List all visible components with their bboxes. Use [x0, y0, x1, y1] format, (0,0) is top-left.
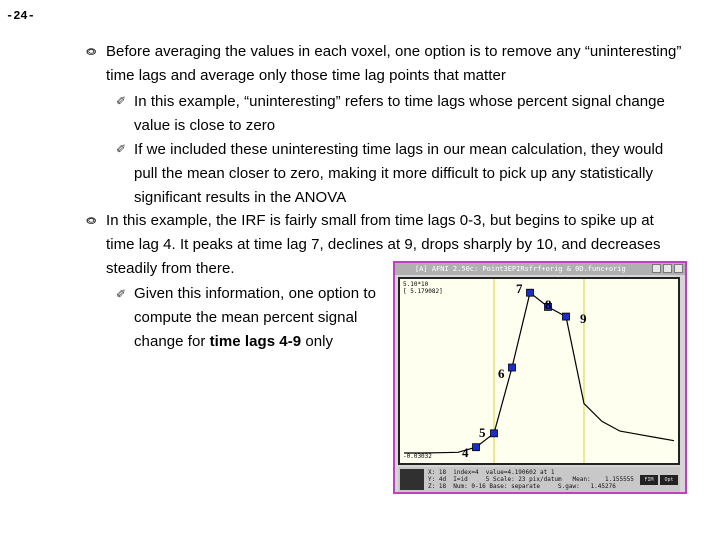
- data-point-lag-9: [563, 313, 570, 320]
- bullet-2-sub-1: [134, 282, 386, 354]
- bullet-1-sub-1: In this example, “uninteresting” refers to time lags whose percent signal change value is close to zero: [134, 93, 665, 134]
- y-max-readout: 5.10*10 [ 5.179082]: [403, 281, 443, 295]
- sub-bullet-icon: ✐: [116, 142, 127, 156]
- close-button[interactable]: [674, 264, 683, 273]
- sub-bullet-icon: ✐: [116, 94, 127, 108]
- sub-text-post: only: [301, 333, 334, 350]
- status-buttons: [640, 475, 678, 485]
- status-bar: [398, 467, 680, 492]
- lag-label-4: 4: [462, 445, 469, 461]
- afni-graph-window[interactable]: [393, 261, 687, 494]
- bullet-1-text: Before averaging the values in each voxel, one option is to remove any “uninteresting” time lags and average only those time lag points that matter: [106, 43, 682, 84]
- data-point-lag-4: [473, 444, 480, 451]
- lag-label-8: 8: [545, 296, 552, 312]
- sub-bullet-icon: ✐: [116, 287, 127, 301]
- y-min-readout: -0.03032: [403, 453, 432, 460]
- lag-label-5: 5: [479, 425, 486, 441]
- maximize-button[interactable]: [663, 264, 672, 273]
- window-controls: [652, 264, 683, 273]
- bullet-2-text: In this example, the IRF is fairly small from time lags 0-3, but begins to spike up at time lag 4. It peaks at time lag 7, declines at 9, drops sharply by 10, and decreases steadily from there.: [106, 212, 661, 277]
- page-number: -24-: [6, 9, 35, 23]
- minimize-button[interactable]: [652, 264, 661, 273]
- status-text: X: 18 index=4 value=4.190602 at 1 Y: 4d I=id 5 Scale: 23 pix/datum Mean: 1.155555 Z: 18 Num: 0-16 Base: separate S.gaw: 1.45276: [428, 469, 634, 490]
- time-series-chart: [400, 279, 678, 463]
- data-point-lag-7: [527, 289, 534, 296]
- sub-text-pre: Given this information, one option to compute the mean percent signal change for: [134, 285, 376, 350]
- thumbnail-icon: [400, 469, 424, 490]
- lag-label-6: 6: [498, 365, 505, 381]
- sub-text-bold: time lags 4-9: [209, 333, 302, 350]
- bullet-1-sub-2: If we included these uninteresting time lags in our mean calculation, they would pull the mean closer to zero, making it more difficult to pick up any statistically significant results in the ANOVA: [134, 141, 664, 206]
- lag-label-7: 7: [516, 280, 523, 296]
- fim-button[interactable]: FIM: [640, 475, 658, 485]
- time-series-plot[interactable]: [398, 277, 680, 465]
- lag-label-9: 9: [580, 310, 587, 326]
- data-point-lag-6: [509, 364, 516, 371]
- window-title: [A] AFNI 2.50c: Point3EPIRsfrf+orig & 0D.func+orig: [395, 263, 685, 275]
- opt-button[interactable]: Opt: [660, 475, 678, 485]
- data-point-lag-5: [491, 430, 498, 437]
- bullet-icon: ⭖: [86, 213, 97, 228]
- irf-series-line: [404, 293, 674, 453]
- bullet-icon: ⭖: [86, 44, 97, 59]
